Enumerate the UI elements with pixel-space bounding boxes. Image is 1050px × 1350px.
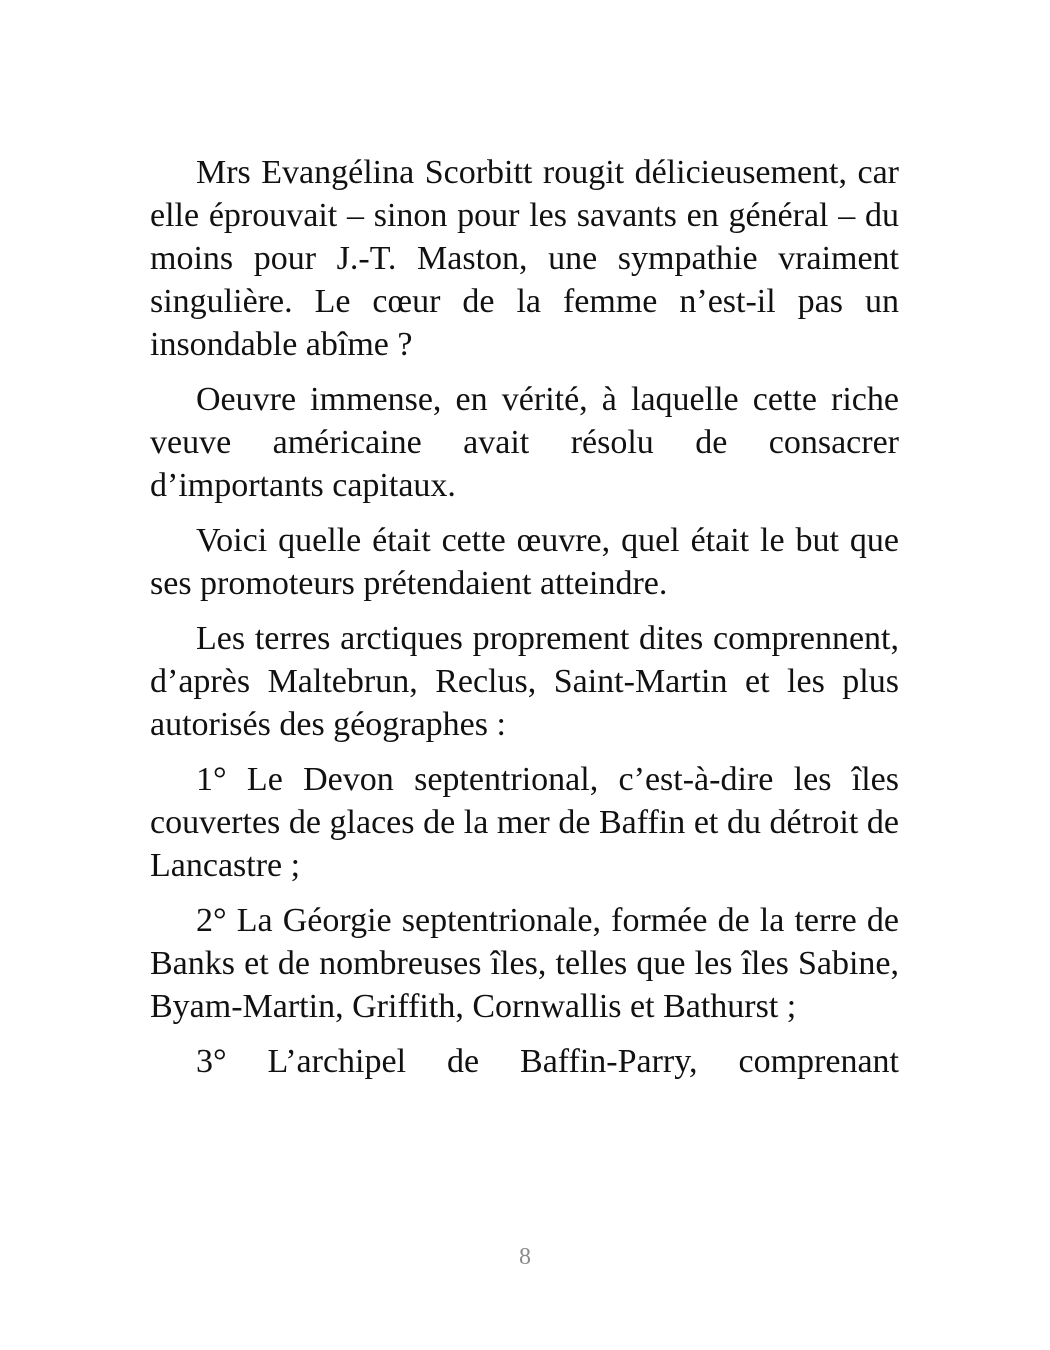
paragraph: 2° La Géorgie septentrionale, formée de la terre de Banks et de nombreuses îles, telles que les îles Sabine, Byam-Martin, Griffith, Cornwallis et Bathurst ; [150, 902, 899, 1025]
paragraph: Voici quelle était cette œuvre, quel était le but que ses promoteurs prétendaient atteindre. [150, 522, 899, 602]
paragraph: 1° Le Devon septentrional, c’est-à-dire les îles couvertes de glaces de la mer de Baffin et du détroit de Lancastre ; [150, 761, 899, 884]
paragraph: Les terres arctiques proprement dites comprennent, d’après Maltebrun, Reclus, Saint-Martin et les plus autorisés des géographes : [150, 620, 899, 743]
body-text [150, 151, 899, 1095]
paragraph: Mrs Evangélina Scorbitt rougit délicieusement, car elle éprouvait – sinon pour les savants en général – du moins pour J.-T. Maston, une sympathie vraiment singulière. Le cœur de la femme n’est-il pas un insondable abîme ? [150, 154, 899, 363]
paragraph: Oeuvre immense, en vérité, à laquelle cette riche veuve américaine avait résolu de consacrer d’importants capitaux. [150, 381, 899, 504]
paragraph-continued: 3° L’archipel de Baffin-Parry, comprenant [196, 1043, 899, 1080]
page-number: 8 [519, 1244, 531, 1270]
